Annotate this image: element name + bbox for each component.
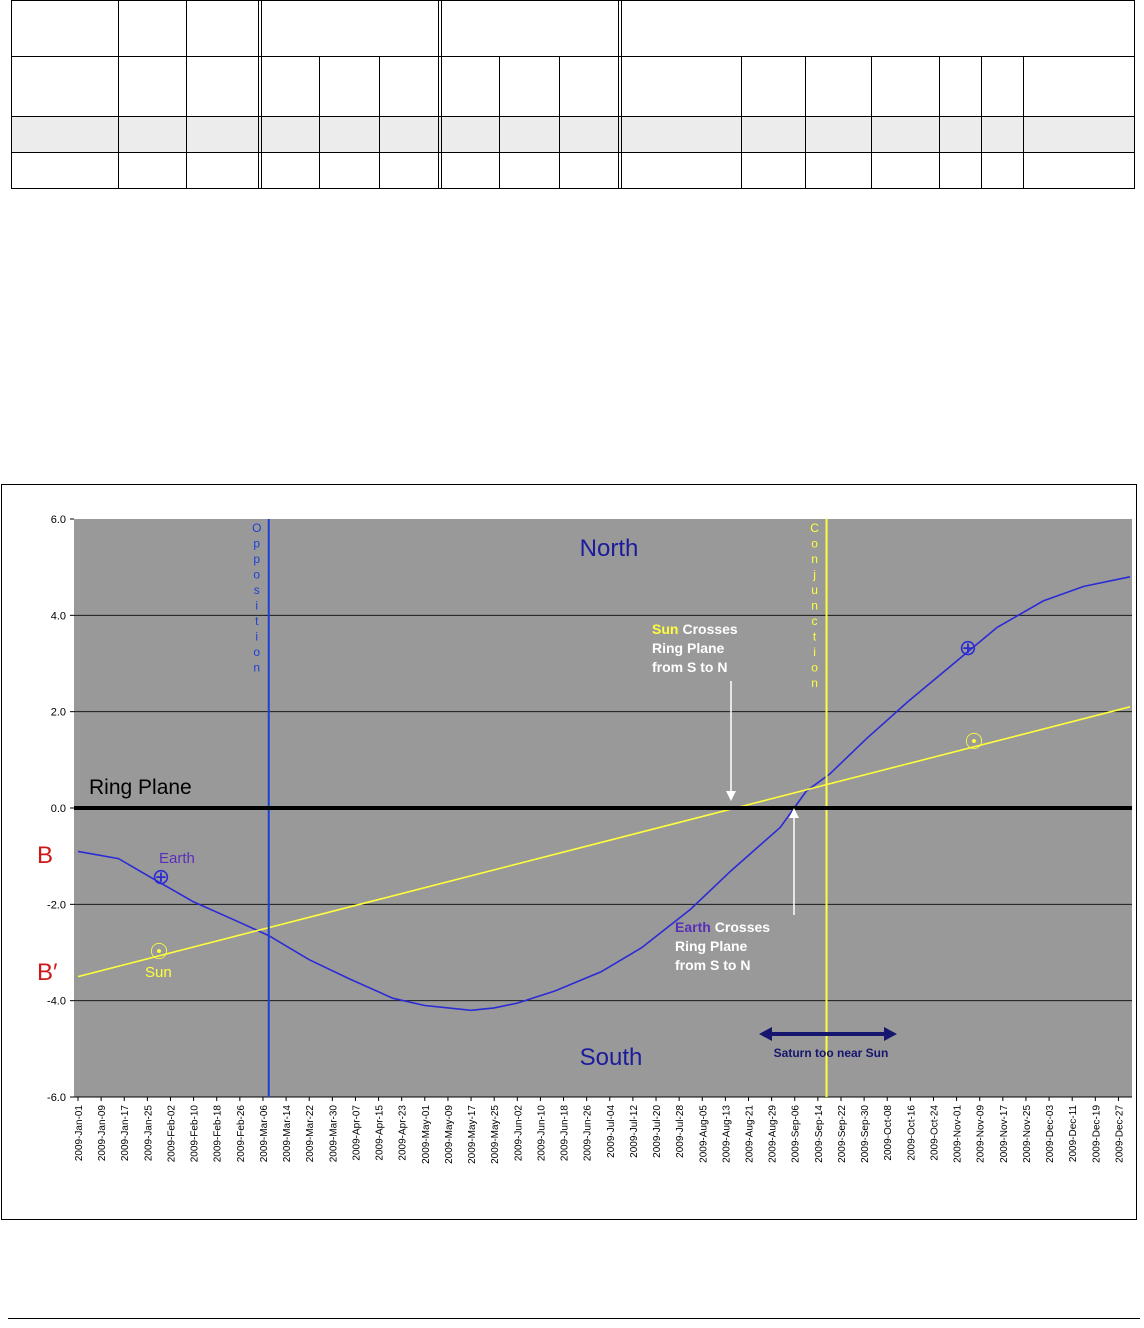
x-tick-label: 2009-May-25 [490, 1105, 502, 1164]
vline-label-char: n [811, 598, 818, 613]
y-tick-label: 2.0 [50, 706, 66, 719]
x-tick-label: 2009-Oct-08 [883, 1105, 895, 1161]
earth-cross-text: Ring Plane [675, 938, 748, 954]
x-tick-label: 2009-Jun-02 [513, 1105, 525, 1162]
vline-label-char: O [252, 521, 262, 535]
y-tick-label: -2.0 [47, 899, 66, 912]
vline-label-char: C [810, 521, 819, 535]
sun-cross-text: from S to N [652, 659, 728, 675]
vline-label-char: u [811, 583, 818, 597]
table-col-divider [741, 56, 742, 188]
x-tick-label: 2009-Mar-22 [305, 1105, 317, 1163]
table-col-divider [499, 56, 500, 188]
x-tick-label: 2009-Apr-23 [397, 1105, 409, 1161]
table-col-divider [559, 56, 560, 188]
x-tick-label: 2009-Mar-14 [282, 1105, 294, 1163]
vline-label-char: t [812, 629, 817, 644]
vline-label-char: o [811, 536, 818, 551]
earth-symbol-icon: ⊕ [151, 864, 171, 889]
x-tick-label: 2009-Jul-28 [675, 1105, 687, 1158]
b-label: B [37, 842, 54, 869]
vline-label-char: o [253, 645, 261, 659]
table-row-divider [12, 116, 1134, 117]
x-tick-label: 2009-Jun-18 [559, 1105, 571, 1162]
table-col-divider [319, 56, 320, 188]
vline-label-char: p [253, 552, 261, 566]
vline-label-char: p [253, 536, 261, 551]
x-tick-label: 2009-Feb-02 [166, 1105, 178, 1163]
x-tick-label: 2009-Oct-16 [906, 1105, 918, 1161]
x-tick-label: 2009-Nov-17 [998, 1105, 1010, 1163]
x-tick-label: 2009-May-01 [420, 1105, 432, 1164]
vline-label-char: o [811, 660, 818, 675]
saturn-ring-plane-chart [2, 485, 1136, 1219]
x-tick-label: 2009-Feb-26 [235, 1105, 247, 1163]
table-col-divider [261, 1, 262, 188]
sun-symbol-icon: ☉ [149, 939, 169, 964]
x-tick-label: 2009-Jul-04 [605, 1105, 617, 1158]
x-tick-label: 2009-Feb-18 [212, 1105, 224, 1163]
table-row-divider [12, 56, 1134, 57]
table-col-divider [621, 1, 622, 188]
table-col-divider [441, 1, 442, 188]
x-tick-label: 2009-May-17 [467, 1105, 479, 1164]
y-tick-label: 0.0 [50, 803, 66, 815]
vline-label-char: s [253, 583, 260, 597]
x-tick-label: 2009-Jan-01 [74, 1105, 85, 1162]
x-tick-label: 2009-Nov-09 [975, 1105, 987, 1163]
vline-label-char: n [253, 660, 261, 675]
sun-series-label: Sun [145, 964, 172, 981]
ring-plane-label: Ring Plane [89, 776, 192, 799]
x-tick-label: 2009-Jul-12 [628, 1105, 640, 1158]
x-tick-label: 2009-Aug-05 [698, 1105, 710, 1163]
table-col-divider [981, 56, 982, 188]
x-tick-label: 2009-Sep-14 [813, 1105, 825, 1163]
table-col-divider [939, 56, 940, 188]
table-col-divider [618, 1, 619, 188]
north-label: North [579, 535, 639, 562]
x-tick-label: 2009-Dec-19 [1091, 1105, 1103, 1163]
table-col-divider [379, 56, 380, 188]
table-row-shaded [12, 116, 1134, 152]
x-tick-label: 2009-Jul-20 [652, 1105, 664, 1158]
earth-cross-text: from S to N [675, 957, 751, 973]
table-col-divider [186, 1, 187, 188]
x-tick-label: 2009-Jun-26 [582, 1105, 594, 1162]
sun-symbol-icon: ☉ [964, 729, 984, 754]
earth-cross-text: Earth Crosses [675, 919, 771, 935]
table-col-divider [871, 56, 872, 188]
x-tick-label: 2009-May-09 [443, 1105, 455, 1164]
x-tick-label: 2009-Apr-15 [374, 1105, 386, 1161]
sun-cross-text: Sun Crosses [652, 621, 738, 637]
y-axis-ticks [47, 514, 74, 1104]
x-tick-label: 2009-Apr-07 [351, 1105, 363, 1161]
x-tick-label: 2009-Mar-30 [328, 1105, 340, 1163]
x-tick-label: 2009-Jun-10 [536, 1105, 548, 1162]
x-tick-label: 2009-Nov-01 [952, 1105, 964, 1163]
x-tick-label: 2009-Aug-13 [721, 1105, 733, 1163]
x-tick-label: 2009-Jan-09 [97, 1105, 109, 1162]
b-prime-label: B′ [37, 959, 58, 986]
x-tick-label: 2009-Sep-30 [860, 1105, 872, 1163]
x-tick-label: 2009-Dec-11 [1068, 1105, 1080, 1163]
y-tick-label: 4.0 [50, 610, 66, 623]
x-tick-label: 2009-Sep-06 [790, 1105, 802, 1163]
x-tick-label: 2009-Dec-27 [1114, 1105, 1126, 1163]
y-tick-label: -4.0 [47, 995, 66, 1008]
x-axis-ticks [74, 1097, 1132, 1164]
y-tick-label: -6.0 [47, 1092, 66, 1104]
x-tick-label: 2009-Oct-24 [929, 1105, 941, 1161]
vline-label-char: i [255, 629, 259, 644]
sun-cross-text: Ring Plane [652, 640, 725, 656]
vline-label-char: t [255, 614, 259, 628]
table-col-divider [805, 56, 806, 188]
y-tick-label: 6.0 [50, 514, 66, 526]
table-col-divider [118, 1, 119, 188]
table-col-divider [438, 1, 439, 188]
table-row-divider [12, 152, 1134, 153]
vline-label-char: n [811, 552, 818, 566]
south-label: South [579, 1044, 643, 1071]
vline-label-char: i [255, 598, 259, 613]
x-tick-label: 2009-Aug-21 [744, 1105, 756, 1163]
earth-series-label: Earth [159, 850, 195, 867]
vline-label-char: c [811, 614, 818, 628]
chart-frame [1, 484, 1137, 1220]
page-bottom-rule [8, 1318, 1140, 1319]
x-tick-label: 2009-Mar-06 [258, 1105, 270, 1163]
vline-label-char: n [811, 676, 818, 690]
saturn-near-sun-label: Saturn too near Sun [773, 1046, 889, 1060]
x-tick-label: 2009-Sep-22 [836, 1105, 848, 1163]
table-col-divider [258, 1, 259, 188]
x-tick-label: 2009-Jan-25 [143, 1105, 155, 1162]
earth-symbol-icon: ⊕ [958, 635, 978, 660]
x-tick-label: 2009-Dec-03 [1045, 1105, 1057, 1163]
x-tick-label: 2009-Nov-25 [1021, 1105, 1033, 1163]
x-tick-label: 2009-Jan-17 [120, 1105, 132, 1162]
vline-label-char: o [253, 567, 261, 582]
empty-data-table [11, 0, 1135, 189]
vline-label-char: i [813, 645, 816, 659]
table-col-divider [1023, 56, 1024, 188]
x-tick-label: 2009-Feb-10 [189, 1105, 201, 1163]
vline-label-char: j [813, 567, 816, 582]
x-tick-label: 2009-Aug-29 [767, 1105, 779, 1163]
